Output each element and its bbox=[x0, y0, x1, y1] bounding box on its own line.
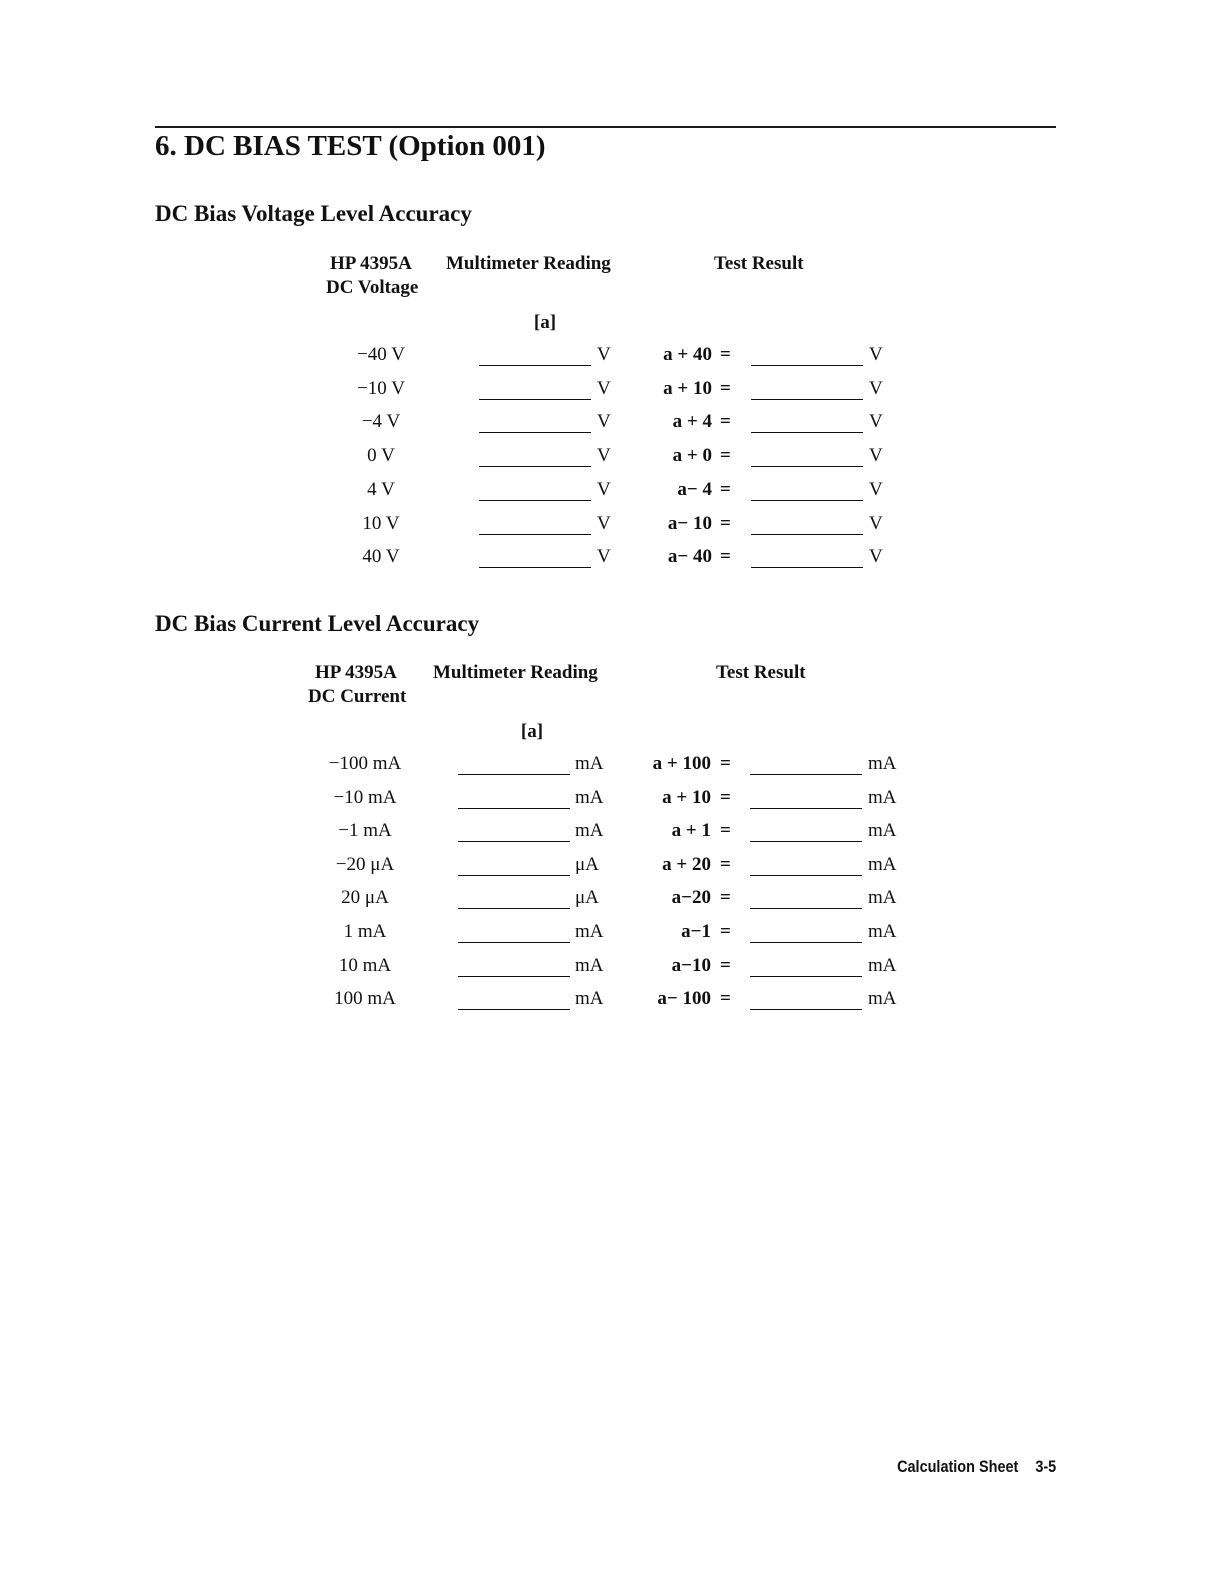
current-reading-blank[interactable] bbox=[458, 942, 570, 943]
voltage-reading-blank[interactable] bbox=[479, 534, 591, 535]
current-equals-sign: = bbox=[720, 954, 731, 976]
current-result-unit: mA bbox=[868, 954, 897, 976]
current-reading-blank[interactable] bbox=[458, 774, 570, 775]
current-reading-unit: mA bbox=[575, 786, 604, 808]
voltage-equals-sign: = bbox=[720, 478, 731, 500]
voltage-reading-blank[interactable] bbox=[479, 466, 591, 467]
voltage-equals-sign: = bbox=[720, 546, 731, 568]
voltage-reading-unit: V bbox=[597, 445, 611, 467]
current-reading-unit: mA bbox=[575, 954, 604, 976]
current-col-result: Test Result bbox=[716, 662, 806, 683]
current-equals-sign: = bbox=[720, 887, 731, 909]
current-formula: a− 100 bbox=[657, 988, 711, 1010]
current-setting: −100 mA bbox=[328, 753, 402, 774]
voltage-result-blank[interactable] bbox=[751, 365, 863, 366]
current-reading-blank[interactable] bbox=[458, 841, 570, 842]
voltage-result-unit: V bbox=[869, 546, 883, 568]
current-setting: 100 mA bbox=[334, 988, 396, 1010]
page-footer bbox=[897, 1457, 1056, 1477]
section-title: 6. DC BIAS TEST (Option 001) bbox=[155, 130, 546, 162]
voltage-equals-sign: = bbox=[720, 445, 731, 467]
current-result-unit: mA bbox=[868, 887, 897, 909]
footer-label: Calculation Sheet bbox=[896, 1457, 1019, 1476]
voltage-col-result: Test Result bbox=[714, 253, 804, 274]
current-setting: −10 mA bbox=[333, 786, 397, 808]
voltage-formula: a− 10 bbox=[667, 512, 712, 534]
current-section-heading: DC Bias Current Level Accuracy bbox=[155, 611, 480, 636]
current-formula: a + 10 bbox=[662, 786, 711, 808]
voltage-reading-blank[interactable] bbox=[479, 500, 591, 501]
current-setting: −20 μA bbox=[335, 853, 395, 875]
voltage-setting: −40 V bbox=[357, 344, 405, 365]
voltage-reading-unit: V bbox=[597, 478, 611, 500]
voltage-reading-unit: V bbox=[597, 546, 611, 568]
current-result-blank[interactable] bbox=[750, 976, 862, 977]
current-result-unit: mA bbox=[868, 753, 897, 774]
top-rule bbox=[155, 126, 1056, 128]
voltage-equals-sign: = bbox=[720, 411, 731, 433]
page-number: 3-5 bbox=[1035, 1457, 1056, 1476]
current-reading-unit: mA bbox=[575, 921, 604, 942]
current-equals-sign: = bbox=[720, 921, 731, 942]
voltage-formula: a− 4 bbox=[677, 478, 712, 500]
voltage-formula: a + 0 bbox=[672, 445, 712, 467]
voltage-section-heading: DC Bias Voltage Level Accuracy bbox=[155, 201, 472, 226]
current-col-setting-line1: HP 4395A bbox=[315, 662, 397, 683]
current-equals-sign: = bbox=[720, 753, 731, 774]
current-col-setting-line2: DC Current bbox=[308, 686, 407, 707]
voltage-result-blank[interactable] bbox=[751, 567, 863, 568]
current-reading-symbol: [a] bbox=[520, 721, 544, 742]
voltage-result-blank[interactable] bbox=[751, 399, 863, 400]
voltage-reading-blank[interactable] bbox=[479, 432, 591, 433]
voltage-result-unit: V bbox=[869, 411, 883, 433]
current-result-blank[interactable] bbox=[750, 875, 862, 876]
voltage-setting: −10 V bbox=[357, 377, 405, 399]
voltage-equals-sign: = bbox=[720, 344, 731, 365]
current-reading-blank[interactable] bbox=[458, 908, 570, 909]
current-formula: a−20 bbox=[671, 887, 711, 909]
voltage-formula: a + 4 bbox=[672, 411, 712, 433]
current-formula: a + 100 bbox=[652, 753, 711, 774]
current-equals-sign: = bbox=[720, 988, 731, 1010]
current-reading-blank[interactable] bbox=[458, 976, 570, 977]
voltage-result-unit: V bbox=[869, 377, 883, 399]
current-result-unit: mA bbox=[868, 921, 897, 942]
voltage-equals-sign: = bbox=[720, 512, 731, 534]
current-reading-unit: μA bbox=[575, 887, 599, 909]
current-result-blank[interactable] bbox=[750, 908, 862, 909]
voltage-setting: 40 V bbox=[362, 546, 400, 568]
voltage-equals-sign: = bbox=[720, 377, 731, 399]
current-setting: 10 mA bbox=[338, 954, 392, 976]
current-result-unit: mA bbox=[868, 820, 897, 842]
current-formula: a + 1 bbox=[671, 820, 711, 842]
current-setting: 1 mA bbox=[343, 921, 387, 942]
voltage-reading-unit: V bbox=[597, 377, 611, 399]
voltage-formula: a + 10 bbox=[663, 377, 712, 399]
voltage-reading-blank[interactable] bbox=[479, 399, 591, 400]
voltage-formula: a + 40 bbox=[663, 344, 712, 365]
voltage-setting: 4 V bbox=[367, 478, 395, 500]
current-result-blank[interactable] bbox=[750, 942, 862, 943]
voltage-result-unit: V bbox=[869, 445, 883, 467]
current-setting: −1 mA bbox=[338, 820, 392, 842]
current-result-blank[interactable] bbox=[750, 808, 862, 809]
current-result-unit: mA bbox=[868, 853, 897, 875]
current-result-blank[interactable] bbox=[750, 841, 862, 842]
voltage-result-unit: V bbox=[869, 478, 883, 500]
current-equals-sign: = bbox=[720, 820, 731, 842]
current-reading-unit: mA bbox=[575, 820, 604, 842]
voltage-col-setting-line2: DC Voltage bbox=[326, 277, 419, 298]
current-setting: 20 μA bbox=[341, 887, 389, 909]
current-reading-blank[interactable] bbox=[458, 808, 570, 809]
voltage-col-setting-line1: HP 4395A bbox=[330, 253, 412, 274]
current-result-unit: mA bbox=[868, 988, 897, 1010]
voltage-reading-blank[interactable] bbox=[479, 365, 591, 366]
voltage-col-reading: Multimeter Reading bbox=[446, 253, 611, 274]
voltage-result-unit: V bbox=[869, 512, 883, 534]
voltage-result-blank[interactable] bbox=[751, 432, 863, 433]
current-equals-sign: = bbox=[720, 786, 731, 808]
current-equals-sign: = bbox=[720, 853, 731, 875]
current-reading-unit: μA bbox=[575, 853, 599, 875]
current-formula: a−1 bbox=[681, 921, 711, 942]
current-reading-unit: mA bbox=[575, 988, 604, 1010]
voltage-result-blank[interactable] bbox=[751, 466, 863, 467]
voltage-result-blank[interactable] bbox=[751, 500, 863, 501]
voltage-reading-unit: V bbox=[597, 512, 611, 534]
current-formula: a + 20 bbox=[662, 853, 711, 875]
current-reading-blank[interactable] bbox=[458, 875, 570, 876]
current-formula: a−10 bbox=[671, 954, 711, 976]
voltage-formula: a− 40 bbox=[667, 546, 712, 568]
current-result-blank[interactable] bbox=[750, 1009, 862, 1010]
voltage-reading-blank[interactable] bbox=[479, 567, 591, 568]
current-col-reading: Multimeter Reading bbox=[433, 662, 598, 683]
voltage-setting: −4 V bbox=[361, 411, 401, 433]
voltage-result-blank[interactable] bbox=[751, 534, 863, 535]
voltage-reading-unit: V bbox=[597, 411, 611, 433]
current-result-unit: mA bbox=[868, 786, 897, 808]
voltage-reading-unit: V bbox=[597, 344, 611, 365]
current-result-blank[interactable] bbox=[750, 774, 862, 775]
current-reading-blank[interactable] bbox=[458, 1009, 570, 1010]
voltage-reading-symbol: [a] bbox=[533, 312, 557, 333]
voltage-result-unit: V bbox=[869, 344, 883, 365]
voltage-setting: 10 V bbox=[362, 512, 400, 534]
current-reading-unit: mA bbox=[575, 753, 604, 774]
voltage-setting: 0 V bbox=[367, 445, 395, 467]
